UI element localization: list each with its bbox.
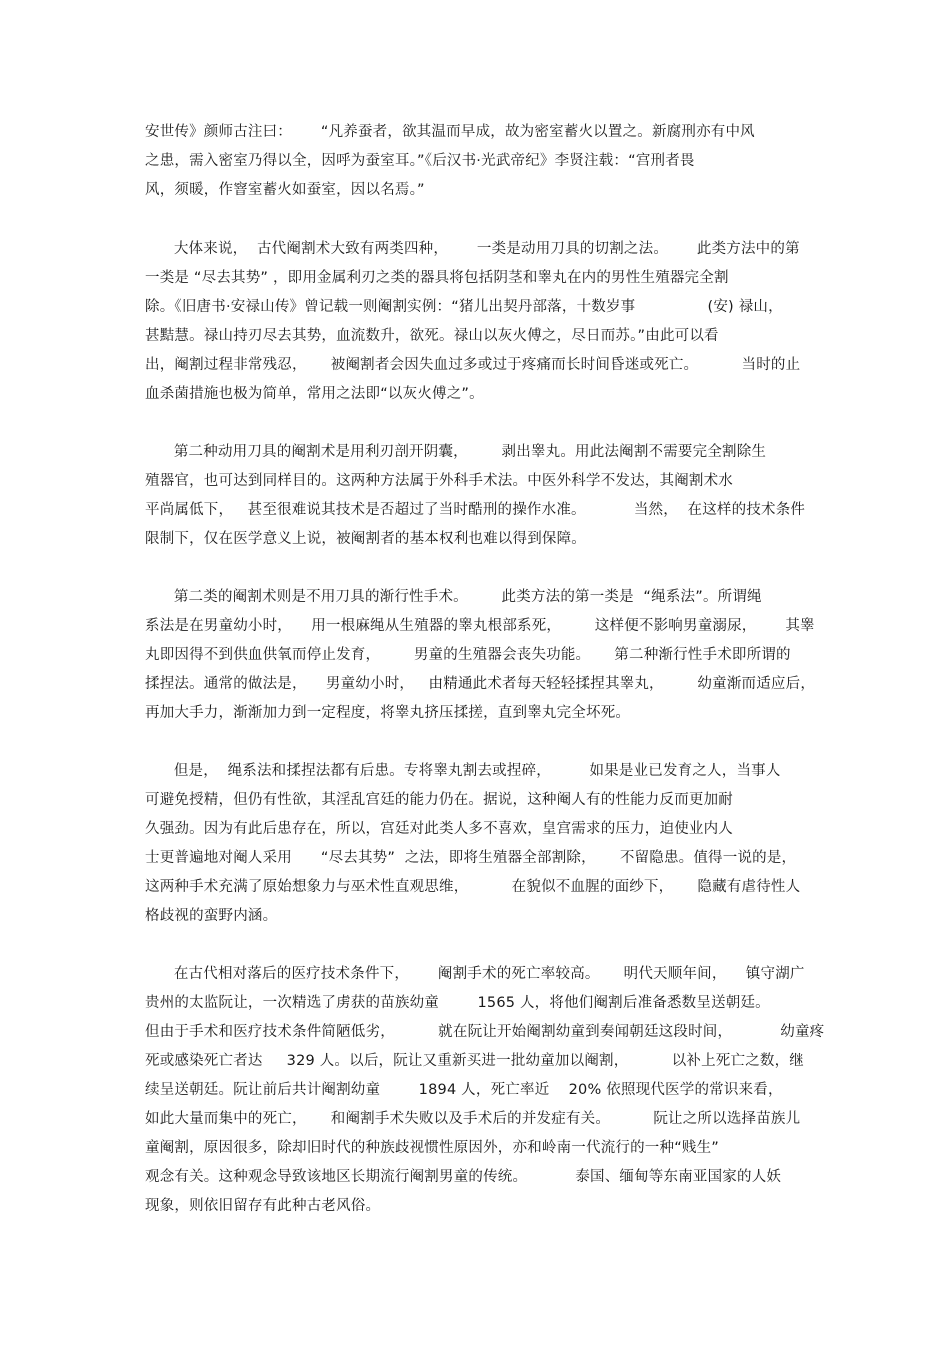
text-line: 童阉割，原因很多，除却旧时代的种族歧视惯性原因外，亦和岭南一代流行的一种“贱生” bbox=[145, 1140, 720, 1156]
paragraph-4 bbox=[145, 583, 816, 728]
text-line: 在古代相对落后的医疗技术条件下， 阉割手术的死亡率较高。 明代天顺年间， 镇守湖广 bbox=[145, 966, 805, 982]
text-line: 贵州的太监阮让，一次精选了虏获的苗族幼童 1565 人，将他们阉割后准备悉数呈送朝廷。 bbox=[145, 995, 770, 1011]
text-line: 之患，需入密室乃得以全，因呼为蚕室耳。”《后汉书·光武帝纪》李贤注载：“宫刑者畏 bbox=[145, 153, 695, 169]
text-line: 安世传》颜师古注曰： “凡养蚕者，欲其温而早成，故为密室蓄火以置之。新腐刑亦有中风 bbox=[145, 124, 755, 140]
text-line: 殖器官，也可达到同样目的。这两种方法属于外科手术法。中医外科学不发达，其阉割术水 bbox=[145, 473, 733, 489]
paragraph-1 bbox=[145, 118, 810, 205]
text-line: 一类是 “尽去其势” ，即用金属利刃之类的器具将包括阴茎和睾丸在内的男性生殖器完全割 bbox=[145, 270, 729, 286]
text-line: 再加大手力，渐渐加力到一定程度，将睾丸挤压揉搓，直到睾丸完全坏死。 bbox=[145, 705, 631, 721]
text-line: 揉捏法。通常的做法是， 男童幼小时， 由精通此术者每天轻轻揉捏其睾丸， 幼童渐而适应后， bbox=[145, 676, 816, 692]
text-line: 久强劲。因为有此后患存在，所以，宫廷对此类人多不喜欢，皇宫需求的压力，迫使业内人 bbox=[145, 821, 733, 837]
text-line: 死或感染死亡者达 329 人。以后，阮让又重新买进一批幼童加以阉割， 以补上死亡之数，继 bbox=[145, 1053, 805, 1069]
paragraph-5 bbox=[145, 757, 810, 931]
text-line: 大体来说， 古代阉割术大致有两类四种， 一类是动用刀具的切割之法。 此类方法中的第 bbox=[145, 241, 800, 257]
text-line: 出，阉割过程非常残忍， 被阉割者会因失血过多或过于疼痛而长时间昏迷或死亡。 当时的止 bbox=[145, 357, 801, 373]
text-line: 如此大量而集中的死亡， 和阉割手术失败以及手术后的并发症有关。 阮让之所以选择苗族儿 bbox=[145, 1111, 801, 1127]
text-line: 第二种动用刀具的阉割术是用利刃剖开阴囊， 剥出睾丸。用此法阉割不需要完全割除生 bbox=[145, 444, 767, 460]
text-line: 限制下，仅在医学意义上说，被阉割者的基本权利也难以得到保障。 bbox=[145, 531, 586, 547]
text-line: 但是， 绳系法和揉捏法都有后患。专将睾丸割去或捏碎， 如果是业已发育之人，当事人 bbox=[145, 763, 781, 779]
text-line: 观念有关。这种观念导致该地区长期流行阉割男童的传统。 泰国、缅甸等东南亚国家的人妖 bbox=[145, 1169, 782, 1185]
text-line: 丸即因得不到供血供氧而停止发育， 男童的生殖器会丧失功能。 第二种渐行性手术即所谓的 bbox=[145, 647, 791, 663]
text-line: 这两种手术充满了原始想象力与巫术性直观思维， 在貌似不血腥的面纱下， 隐藏有虐待性人 bbox=[145, 879, 801, 895]
text-line: 续呈送朝廷。阮让前后共计阉割幼童 1894 人，死亡率近 20% 依照现代医学的常识来看， bbox=[145, 1082, 783, 1098]
text-line: 现象，则依旧留存有此种古老风俗。 bbox=[145, 1198, 381, 1214]
text-line: 除。《旧唐书·安禄山传》曾记载一则阉割实例：“猪儿出契丹部落，十数岁事 (安) 禄山， bbox=[145, 299, 783, 315]
text-line: 平尚属低下， 甚至很难说其技术是否超过了当时酷刑的操作水准。 当然， 在这样的技术条件 bbox=[145, 502, 806, 518]
paragraph-6 bbox=[145, 960, 825, 1221]
text-line: 士更普遍地对阉人采用 “尽去其势” 之法，即将生殖器全部割除， 不留隐患。值得一说的是， bbox=[145, 850, 797, 866]
text-line: 格歧视的蛮野内涵。 bbox=[145, 908, 278, 924]
paragraph-2 bbox=[145, 235, 810, 409]
text-line: 甚黠慧。禄山持刃尽去其势，血流数升，欲死。禄山以灰火傅之，尽日而苏。”由此可以看 bbox=[145, 328, 719, 344]
text-line: 可避免授精，但仍有性欲，其淫乱宫廷的能力仍在。据说，这种阉人有的性能力反而更加耐 bbox=[145, 792, 733, 808]
text-line: 血杀菌措施也极为简单，常用之法即“以灰火傅之”。 bbox=[145, 386, 484, 402]
text-line: 风，须暖，作窨室蓄火如蚕室，因以名焉。” bbox=[145, 182, 425, 198]
text-line: 系法是在男童幼小时， 用一根麻绳从生殖器的睾丸根部系死， 这样便不影响男童溺尿， 其睾 bbox=[145, 618, 815, 634]
text-line: 但由于手术和医疗技术条件简陋低劣， 就在阮让开始阉割幼童到奏闻朝廷这段时间， 幼童疼 bbox=[145, 1024, 825, 1040]
paragraph-3 bbox=[145, 438, 810, 554]
text-line: 第二类的阉割术则是不用刀具的渐行性手术。 此类方法的第一类是 “绳系法”。所谓绳 bbox=[145, 589, 762, 605]
